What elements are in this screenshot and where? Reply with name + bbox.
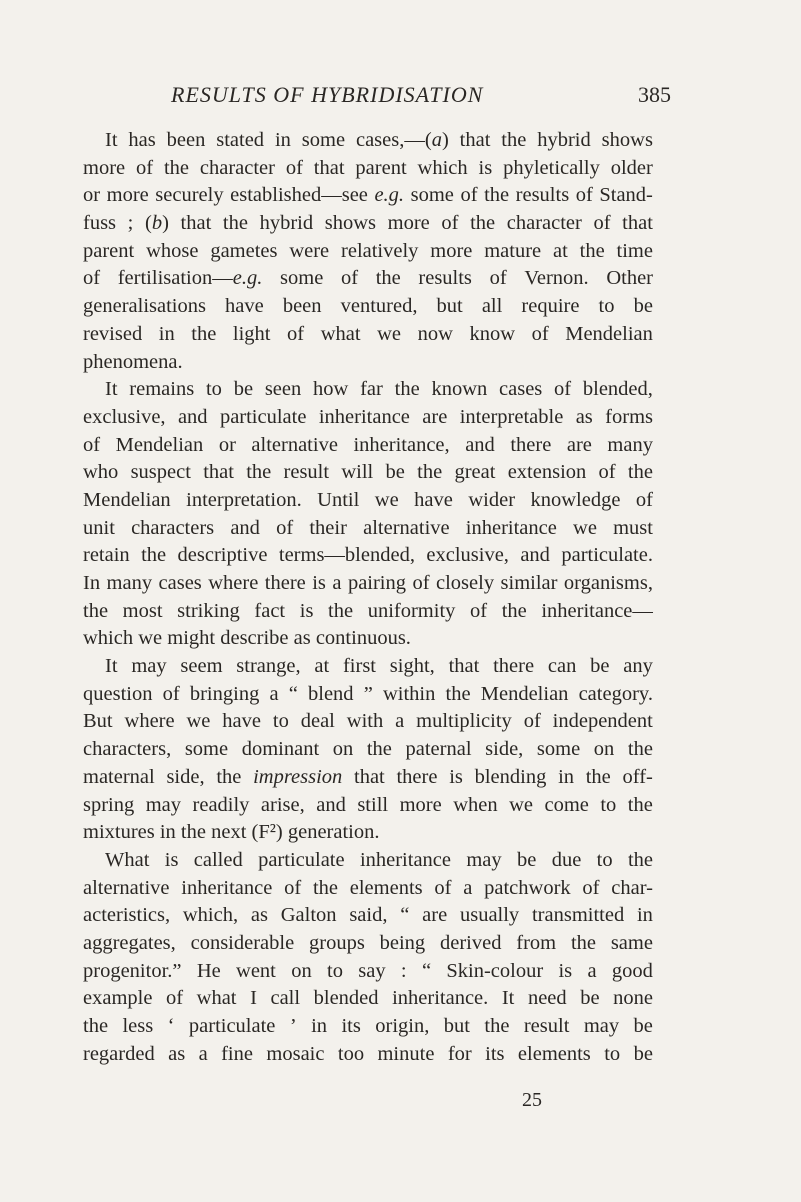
- text-line: alternative inheritance of the elements of a patchwork of char-: [83, 876, 653, 899]
- text-line: spring may readily arise, and still more when we come to the: [83, 793, 653, 816]
- text-line: revised in the light of what we now know of Mendelian: [83, 322, 653, 345]
- text-line: more of the character of that parent which is phyletically older: [83, 156, 653, 179]
- text-line: generalisations have been ventured, but all require to be: [83, 295, 653, 318]
- text-line: maternal side, the impression that there is blending in the off-: [83, 765, 653, 788]
- text-line: who suspect that the result will be the great extension of the: [83, 461, 653, 484]
- text-line: of Mendelian or alternative inheritance, and there are many: [83, 433, 653, 456]
- text-line: But where we have to deal with a multiplicity of independent: [83, 710, 653, 733]
- text-line: unit characters and of their alternative inheritance we must: [83, 516, 653, 539]
- text-line: It may seem strange, at first sight, that there can be any: [105, 655, 653, 678]
- text-line: which we might describe as continuous.: [83, 627, 411, 650]
- text-line: phenomena.: [83, 350, 183, 373]
- text-line: example of what I call blended inheritance. It need be none: [83, 987, 653, 1010]
- page-number: 385: [638, 82, 671, 107]
- text-line: It remains to be seen how far the known cases of blended,: [105, 378, 653, 401]
- paragraph: [83, 847, 653, 1069]
- text-line: acteristics, which, as Galton said, “ are usually transmitted in: [83, 904, 653, 927]
- text-line: retain the descriptive terms—blended, exclusive, and particulate.: [83, 544, 653, 567]
- running-head: RESULTS OF HYBRIDISATION: [171, 82, 484, 107]
- text-line: regarded as a fine mosaic too minute for its elements to be: [83, 1042, 653, 1065]
- text-line: In many cases where there is a pairing of closely similar organisms,: [83, 572, 653, 594]
- page-header: [146, 82, 671, 122]
- text-line: progenitor.” He went on to say : “ Skin-colour is a good: [83, 959, 653, 982]
- text-line: of fertilisation—e.g. some of the results of Vernon. Other: [83, 267, 653, 290]
- text-line: What is called particulate inheritance may be due to the: [105, 848, 653, 871]
- text-line: question of bringing a “ blend ” within the Mendelian category.: [83, 682, 653, 705]
- paragraph: [83, 376, 653, 653]
- text-line: mixtures in the next (F²) generation.: [83, 821, 380, 844]
- text-line: the most striking fact is the uniformity of the inheritance—: [83, 599, 653, 622]
- signature-mark: 25: [522, 1089, 542, 1111]
- body-text: [83, 127, 653, 1068]
- paragraph: [83, 653, 653, 847]
- text-line: exclusive, and particulate inheritance are interpretable as forms: [83, 405, 653, 428]
- text-line: parent whose gametes were relatively more mature at the time: [83, 239, 653, 262]
- paragraph: [83, 127, 653, 376]
- text-line: Mendelian interpretation. Until we have wider knowledge of: [83, 488, 653, 511]
- text-line: or more securely established—see e.g. some of the results of Stand-: [83, 184, 653, 207]
- text-line: aggregates, considerable groups being derived from the same: [83, 931, 653, 954]
- text-line: fuss ; (b) that the hybrid shows more of the character of that: [83, 212, 653, 235]
- text-line: characters, some dominant on the paternal side, some on the: [83, 738, 653, 761]
- text-line: the less ‘ particulate ’ in its origin, but the result may be: [83, 1015, 653, 1037]
- text-line: It has been stated in some cases,—(a) that the hybrid shows: [105, 129, 653, 151]
